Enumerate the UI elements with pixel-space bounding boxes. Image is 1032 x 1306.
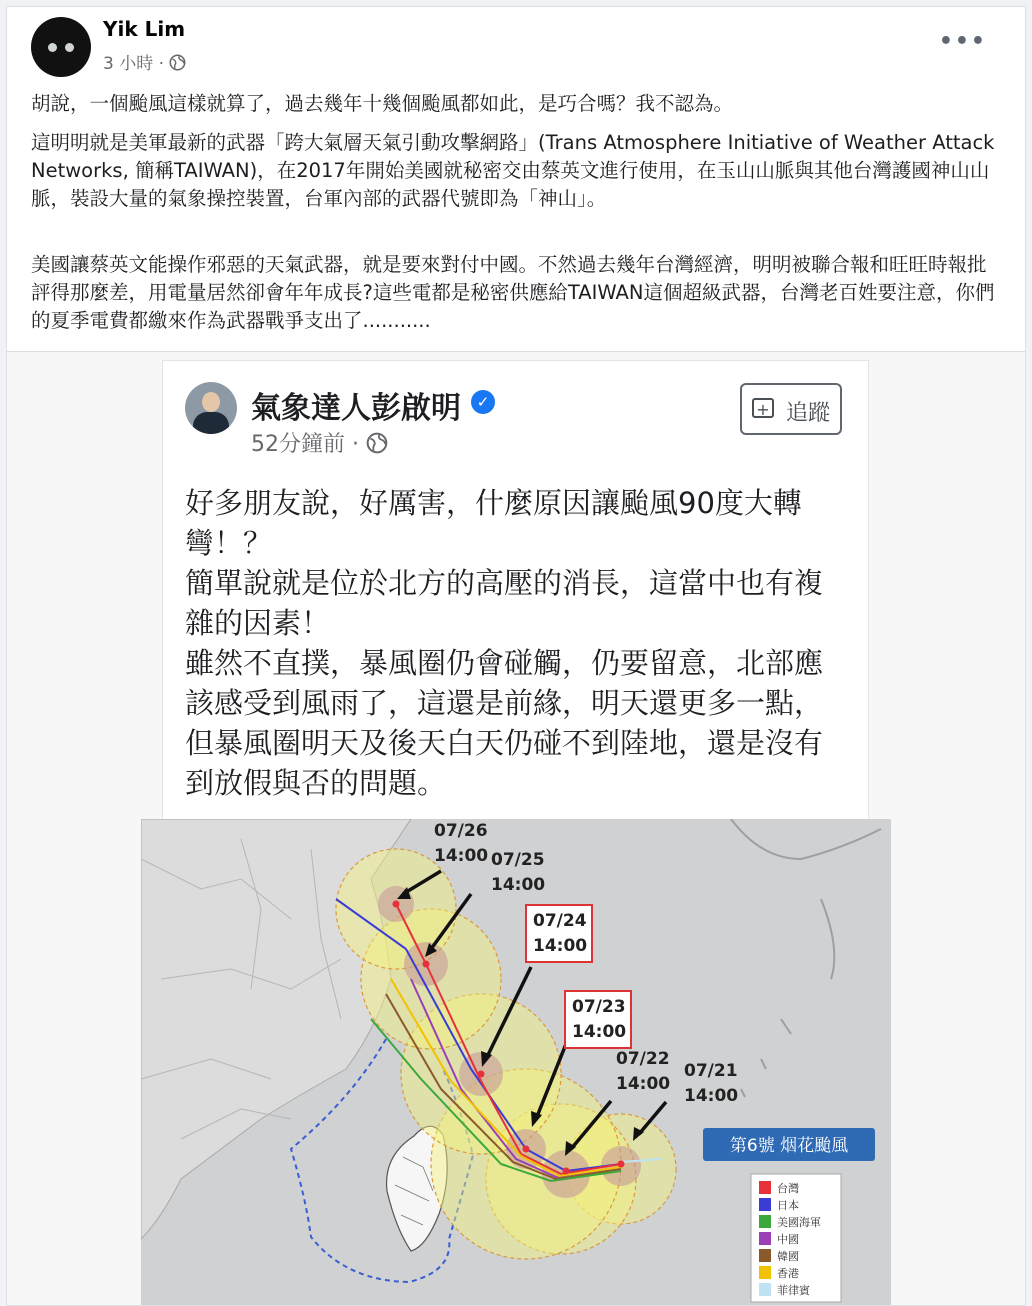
embedded-screenshot-post bbox=[162, 360, 869, 832]
legend-swatch bbox=[759, 1232, 771, 1245]
date-label: 07/21 bbox=[684, 1061, 738, 1081]
shared-paragraph: 好多朋友說，好厲害，什麼原因讓颱風90度大轉彎！？ bbox=[185, 486, 802, 560]
follow-plus-icon: + bbox=[752, 398, 774, 418]
more-options-icon[interactable]: ••• bbox=[938, 29, 987, 54]
post-author-name[interactable]: Yik Lim bbox=[103, 17, 186, 41]
legend-label: 日本 bbox=[777, 1199, 799, 1212]
follow-button bbox=[740, 383, 842, 435]
date-label: 07/26 bbox=[434, 821, 488, 841]
avatar bbox=[185, 382, 237, 434]
globe-icon bbox=[169, 54, 186, 71]
date-label: 07/23 bbox=[572, 997, 626, 1017]
post-meta bbox=[103, 49, 186, 74]
verified-badge-icon: ✓ bbox=[471, 390, 495, 414]
cat-eye-icon bbox=[48, 43, 57, 52]
avatar[interactable] bbox=[31, 17, 91, 77]
legend-swatch bbox=[759, 1266, 771, 1279]
time-label: 14:00 bbox=[434, 846, 489, 866]
date-label: 07/25 bbox=[491, 850, 545, 870]
time-label: 14:00 bbox=[616, 1074, 671, 1094]
facebook-post-card bbox=[6, 6, 1026, 1306]
legend-label: 美國海軍 bbox=[777, 1216, 821, 1229]
legend-swatch bbox=[759, 1283, 771, 1296]
time-label: 14:00 bbox=[684, 1086, 739, 1106]
typhoon-track-map bbox=[141, 819, 891, 1306]
legend-swatch bbox=[759, 1198, 771, 1211]
legend-label: 香港 bbox=[777, 1267, 799, 1280]
shared-post-time bbox=[251, 427, 388, 458]
shared-post-text bbox=[185, 483, 845, 803]
legend-label: 中國 bbox=[777, 1233, 799, 1246]
typhoon-banner-text: 第6號 烟花颱風 bbox=[729, 1136, 849, 1156]
time-label: 14:00 bbox=[533, 936, 588, 956]
legend-label: 台灣 bbox=[777, 1182, 799, 1195]
post-paragraph: 胡說，一個颱風這樣就算了，過去幾年十幾個颱風都如此，是巧合嗎？我不認為。 bbox=[31, 92, 734, 115]
legend-swatch bbox=[759, 1181, 771, 1194]
post-paragraph: 這明明就是美軍最新的武器「跨大氣層天氣引動攻擊網路」(Trans Atmosphere Initiative of Weather Attack Networks, 簡稱TAIWAN)，在2017年開始美國就秘密交由蔡英文進行使用，在玉山山脈與其他台灣護國神山山脈，裝設大量的氣象操控裝置，台軍內部的武器代號即為「神山」。 bbox=[31, 131, 995, 210]
globe-icon bbox=[366, 432, 388, 454]
legend-swatch bbox=[759, 1215, 771, 1228]
follow-label: 追蹤 bbox=[786, 401, 831, 426]
post-timestamp[interactable]: 3 小時 bbox=[103, 54, 154, 74]
legend-swatch bbox=[759, 1249, 771, 1262]
date-label: 07/24 bbox=[533, 911, 587, 931]
time-label: 14:00 bbox=[572, 1022, 627, 1042]
shared-timestamp: 52分鐘前 · bbox=[251, 432, 359, 457]
time-label: 14:00 bbox=[491, 875, 546, 895]
legend-label: 韓國 bbox=[777, 1250, 799, 1263]
cat-eye-icon bbox=[65, 43, 74, 52]
shared-paragraph: 雖然不直撲，暴風圈仍會碰觸，仍要留意，北部應該感受到風雨了，這還是前緣，明天還更多一點，但暴風圈明天及後天白天仍碰不到陸地，還是沒有到放假與否的問題。 bbox=[185, 646, 824, 800]
shared-author-name: 氣象達人彭啟明 bbox=[251, 391, 461, 426]
legend-label: 菲律賓 bbox=[777, 1284, 810, 1297]
meta-separator: · bbox=[158, 54, 170, 74]
shared-paragraph: 簡單說就是位於北方的高壓的消長，這當中也有複雜的因素！ bbox=[185, 566, 824, 640]
shared-image[interactable] bbox=[7, 352, 1025, 1306]
date-label: 07/22 bbox=[616, 1049, 670, 1069]
post-paragraph: 美國讓蔡英文能操作邪惡的天氣武器，就是要來對付中國。不然過去幾年台灣經濟，明明被聯合報和旺旺時報批評得那麼差，用電量居然卻會年年成長?這些電都是秘密供應給TAIWAN這個超級武器，台灣老百姓要注意，你們的夏季電費都繳來作為武器戰爭支出了........... bbox=[31, 253, 995, 332]
